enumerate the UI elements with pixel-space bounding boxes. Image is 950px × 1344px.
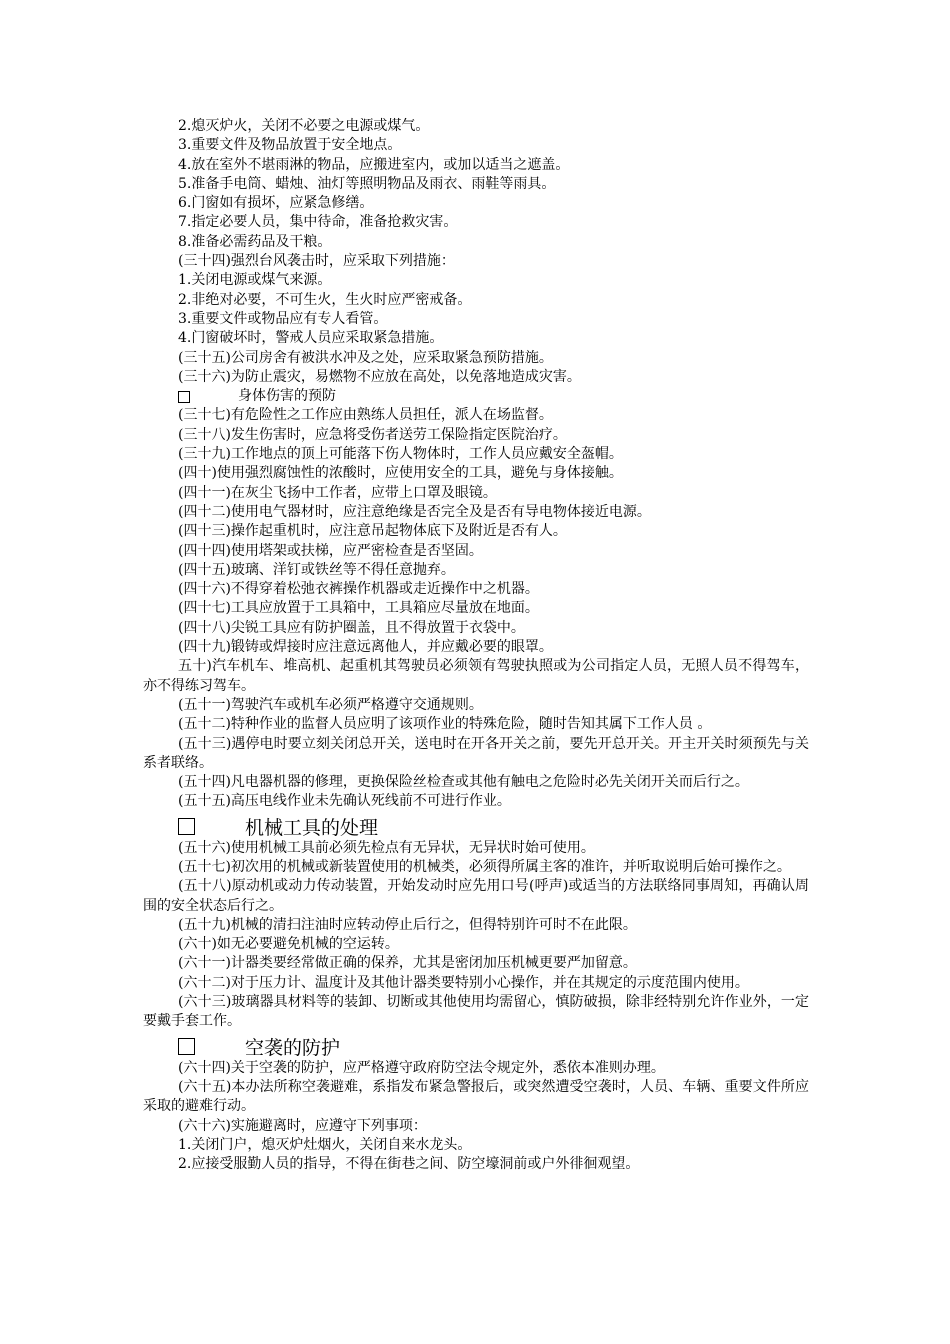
text-line: 4.放在室外不堪雨淋的物品，应搬进室内，或加以适当之遮盖。 — [178, 156, 570, 173]
paragraph: (五十三)遇停电时要立刻关闭总开关，送电时在开各开关之前，要先开总开关。开主开关时须预先与关系者联络。 — [143, 735, 809, 771]
text-line: 1.关闭电源或煤气来源。 — [178, 272, 332, 289]
text-line: (六十一)计器类要经常做正确的保养，尤其是密闭加压机械更要严加留意。 — [178, 955, 637, 972]
text-line: (四十五)玻璃、洋钉或铁丝等不得任意抛弃。 — [178, 561, 455, 578]
sub-heading — [143, 387, 809, 406]
paragraph: (五十八)原动机或动力传动装置，开始发动时应先用口号(呼声)或适当的方法联络同事周知，再确认周围的安全状态后行之。 — [143, 878, 809, 914]
text-line: (四十七)工具应放置于工具箱中，工具箱应尽量放在地面。 — [178, 600, 539, 617]
section-heading-text: 空袭的防护 — [245, 1036, 341, 1059]
document-body — [143, 117, 809, 1174]
text-line: (六十)如无必要避免机械的空运转。 — [178, 936, 399, 953]
text-line: 1.关闭门户，熄灭炉灶烟火，关闭自来水龙头。 — [178, 1136, 472, 1153]
section-heading — [143, 1034, 809, 1059]
text-line: (四十二)使用电气器材时，应注意绝缘是否完全及是否有导电物体接近电源。 — [178, 503, 651, 520]
text-line: 2.非绝对必要，不可生火，生火时应严密戒备。 — [178, 291, 472, 308]
text-line: (五十九)机械的清扫注油时应转动停止后行之，但得特别许可时不在此限。 — [178, 916, 637, 933]
text-line: 2.熄灭炉火，关闭不必要之电源或煤气。 — [178, 118, 430, 134]
text-line: (四十)使用强烈腐蚀性的浓酸时，应使用安全的工具，避免与身体接触。 — [178, 465, 623, 482]
text-line: (三十七)有危险性之工作应由熟练人员担任，派人在场监督。 — [178, 407, 553, 424]
text-line: (四十九)锻铸或焊接时应注意远离他人，并应戴必要的眼罩。 — [178, 639, 553, 656]
text-line: (四十六)不得穿着松弛衣裤操作机器或走近操作中之机器。 — [178, 581, 539, 598]
text-line: 8.准备必需药品及干粮。 — [178, 233, 332, 250]
section-heading — [143, 814, 809, 839]
paragraph: (六十五)本办法所称空袭避难，系指发布紧急警报后，或突然遭受空袭时，人员、车辆、重要文件所应采取的避难行动。 — [143, 1078, 809, 1115]
checkbox-square-icon — [178, 1038, 195, 1055]
text-line: (六十四)关于空袭的防护，应严格遵守政府防空法令规定外，悉依本准则办理。 — [178, 1059, 665, 1076]
text-line: 6.门窗如有损坏，应紧急修缮。 — [178, 195, 374, 212]
text-line: (三十六)为防止震灾，易燃物不应放在高处，以免落地造成灾害。 — [178, 368, 581, 385]
text-line: 7.指定必要人员，集中待命，准备抢救灾害。 — [178, 214, 458, 231]
text-line: (三十八)发生伤害时，应急将受伤者送劳工保险指定医院治疗。 — [178, 426, 567, 443]
section-heading-text: 机械工具的处理 — [245, 816, 379, 839]
paragraph: 五十)汽车机车、堆高机、起重机其驾驶员必须领有驾驶执照或为公司指定人员，无照人员不得驾车，亦不得练习驾车。 — [143, 658, 809, 694]
text-line: (五十二)特种作业的监督人员应明了该项作业的特殊危险，随时告知其属下工作人员 。 — [178, 716, 712, 733]
paragraph: (五十七)初次用的机械或新装置使用的机械类，必须得所属主客的准许，并听取说明后始可操作之。 — [178, 858, 791, 875]
text-line: (五十五)高压电线作业未先确认死线前不可进行作业。 — [178, 793, 511, 810]
text-line: 3.重要文件及物品放置于安全地点。 — [178, 137, 402, 154]
paragraph: (五十四)凡电器机器的修理，更换保险丝检查或其他有触电之危险时必先关闭开关而后行之。 — [178, 774, 749, 791]
text-line: (三十九)工作地点的顶上可能落下伤人物体时，工作人员应戴安全盔帽。 — [178, 446, 623, 463]
text-line: (五十六)使用机械工具前必须先检点有无异状，无异状时始可使用。 — [178, 839, 595, 856]
text-line: 4.门窗破坏时，警戒人员应采取紧急措施。 — [178, 330, 444, 347]
checkbox-square-icon — [178, 391, 190, 403]
text-line: (三十五)公司房舍有被洪水冲及之处，应采取紧急预防措施。 — [178, 349, 553, 366]
text-line: (四十八)尖锐工具应有防护圈盖，且不得放置于衣袋中。 — [178, 619, 525, 636]
text-line: 3.重要文件或物品应有专人看管。 — [178, 310, 388, 327]
paragraph: (六十三)玻璃器具材料等的装卸、切断或其他使用均需留心，慎防破损，除非经特别允许作业外，一定要戴手套工作。 — [143, 994, 809, 1030]
text-line: (六十六)实施避离时，应遵守下列事项： — [178, 1117, 427, 1134]
text-line: 5.准备手电筒、蜡烛、油灯等照明物品及雨衣、雨鞋等雨具。 — [178, 175, 556, 192]
text-line: (三十四)强烈台风袭击时，应采取下列措施： — [178, 253, 455, 270]
text-line: (四十四)使用塔架或扶梯，应严密检查是否坚固。 — [178, 542, 483, 559]
text-line: (四十三)操作起重机时，应注意吊起物体底下及附近是否有人。 — [178, 523, 567, 540]
checkbox-square-icon — [178, 818, 195, 835]
text-line: (五十一)驾驶汽车或机车必须严格遵守交通规则。 — [178, 696, 483, 713]
text-line: 2.应接受服勤人员的指导，不得在街巷之间、防空壕洞前或户外徘徊观望。 — [178, 1156, 640, 1173]
paragraph: (六十二)对于压力计、温度计及其他计器类要特别小心操作，并在其规定的示度范围内使用。 — [178, 974, 749, 991]
text-line: (四十一)在灰尘飞扬中工作者，应带上口罩及眼镜。 — [178, 484, 497, 501]
sub-heading-text: 身体伤害的预防 — [238, 388, 336, 405]
